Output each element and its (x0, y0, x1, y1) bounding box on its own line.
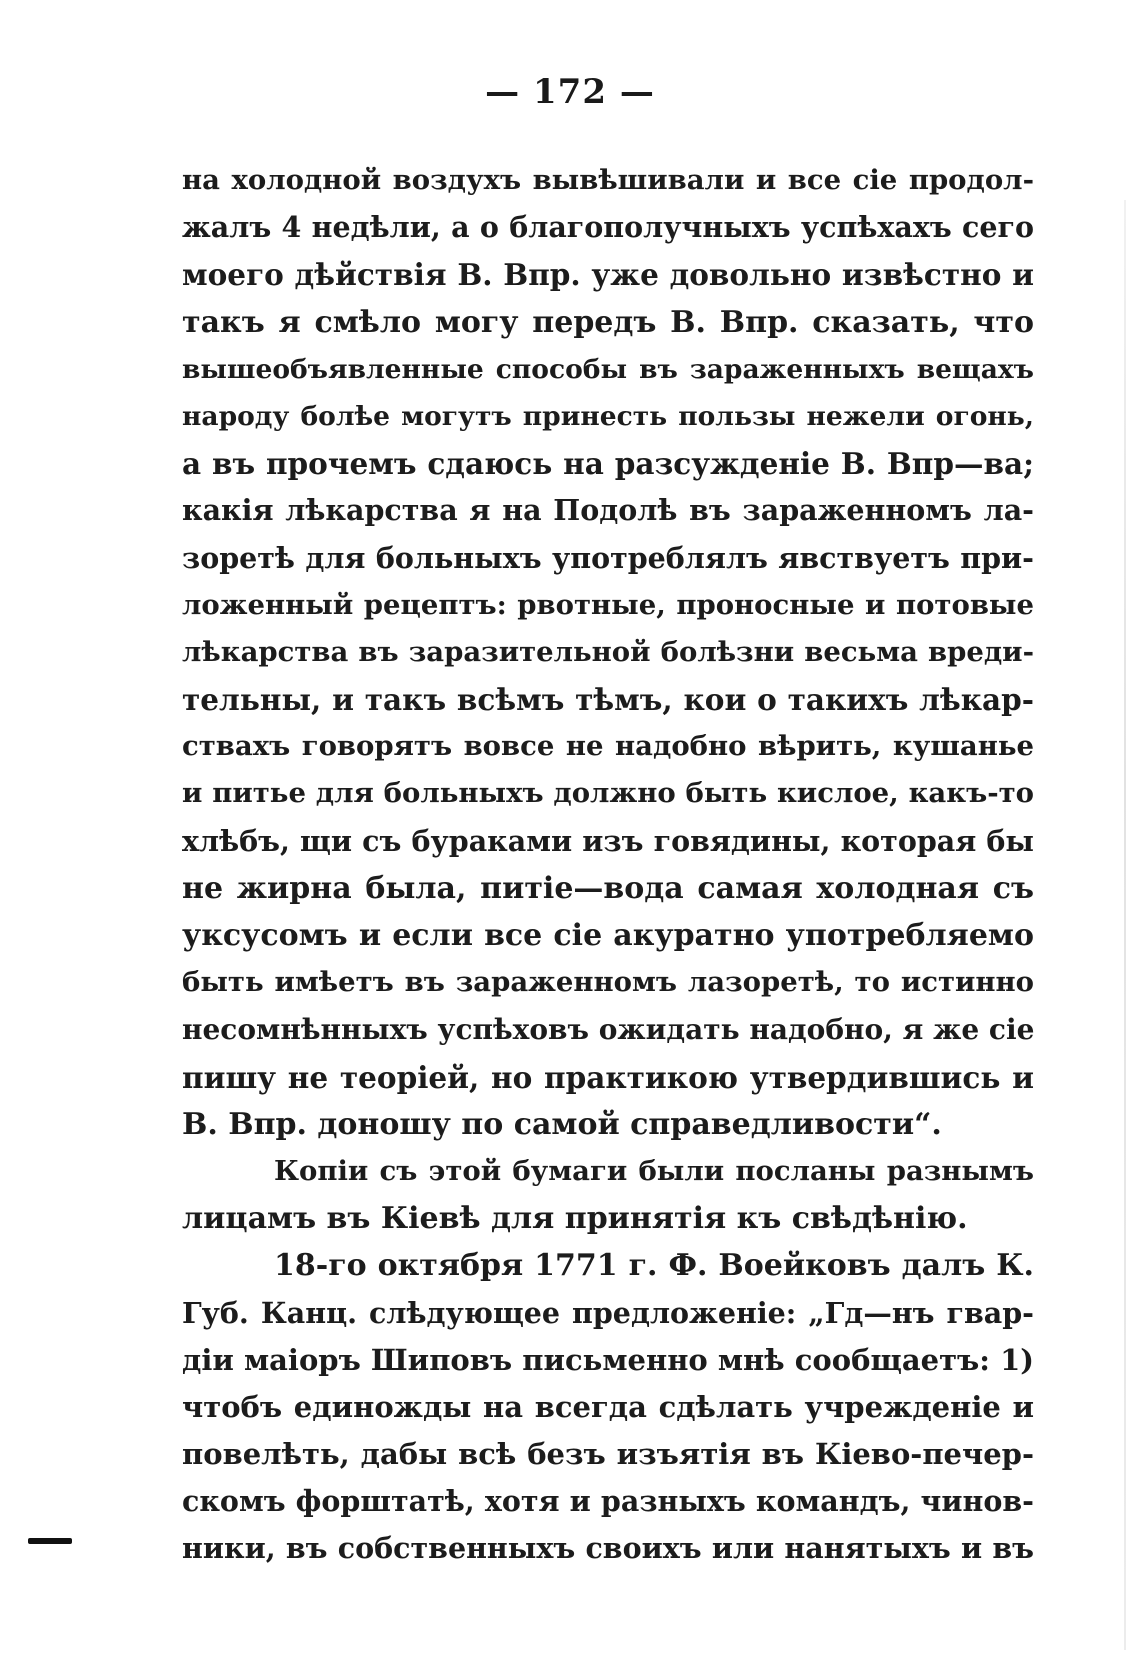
text-line: вышеобъявленные способы въ зараженныхъ вещахъ (182, 353, 1034, 385)
text-line: лицамъ въ Кіевѣ для принятія къ свѣдѣнію. (182, 1201, 968, 1237)
page-number: — 172 — (485, 72, 655, 112)
text-line: діи маіоръ Шиповъ письменно мнѣ сообщаетъ: 1) (182, 1342, 1034, 1377)
margin-mark (28, 1538, 72, 1544)
body-text (182, 157, 1034, 1573)
text-line: не жирна была, питіе—вода самая холодная съ (182, 870, 1034, 906)
text-line: повелѣть, дабы всѣ безъ изъятія въ Кіево-печер- (182, 1437, 1034, 1472)
text-line: на холодной воздухъ вывѣшивали и все сіе продол- (182, 164, 1034, 196)
text-line: ствахъ говорятъ вовсе не надобно вѣрить, кушанье (182, 730, 1034, 763)
text-line: пишу не теоріей, но практикою утвердившись и (182, 1059, 1034, 1095)
text-line: лѣкарства въ заразительной болѣзни весьма вреди- (182, 635, 1034, 668)
text-line: ложенный рецептъ: рвотные, проносные и потовые (182, 588, 1034, 621)
text-line: Копіи съ этой бумаги были посланы разнымъ (274, 1154, 1034, 1187)
text-line: Губ. Канц. слѣдующее предложеніе: „Гд—нъ гвар- (182, 1295, 1034, 1330)
text-line: а въ прочемъ сдаюсь на разсужденіе В. Впр—ва; (182, 446, 1034, 482)
scan-edge (1124, 200, 1126, 1650)
text-line: скомъ форштатѣ, хотя и разныхъ командъ, чинов- (182, 1484, 1034, 1519)
text-line: зоретѣ для больныхъ употреблялъ явствуетъ при- (182, 540, 1034, 575)
text-line: хлѣбъ, щи съ бураками изъ говядины, которая бы (182, 823, 1034, 858)
text-line: и питье для больныхъ должно быть кислое, какъ-то (182, 777, 1034, 810)
text-line: такъ я смѣло могу передъ В. Впр. сказать, что (182, 304, 1034, 340)
text-line: В. Впр. доношу по самой справедливости“. (182, 1106, 942, 1142)
text-line: какія лѣкарства я на Подолѣ въ зараженномъ ла- (182, 493, 1034, 528)
text-line: чтобъ единожды на всегда сдѣлать учрежденіе и (182, 1389, 1034, 1424)
text-line: несомнѣнныхъ успѣховъ ожидать надобно, я же сіе (182, 1013, 1035, 1047)
text-line: моего дѣйствія В. Впр. уже довольно извѣстно и (182, 257, 1034, 293)
text-line: жалъ 4 недѣли, а о благополучныхъ успѣхахъ сего (182, 210, 1034, 245)
text-line: ники, въ собственныхъ своихъ или нанятыхъ и въ (182, 1531, 1034, 1566)
text-line: уксусомъ и если все сіе акуратно употребляемо (182, 918, 1034, 953)
text-line: быть имѣетъ въ зараженномъ лазоретѣ, то истинно (182, 966, 1034, 999)
text-line: тельны, и такъ всѣмъ тѣмъ, кои о такихъ лѣкар- (182, 682, 1034, 718)
text-line: народу болѣе могутъ принесть пользы нежели огонь, (182, 400, 1034, 432)
text-line: 18-го октября 1771 г. Ф. Воейковъ далъ К. (274, 1248, 1034, 1284)
